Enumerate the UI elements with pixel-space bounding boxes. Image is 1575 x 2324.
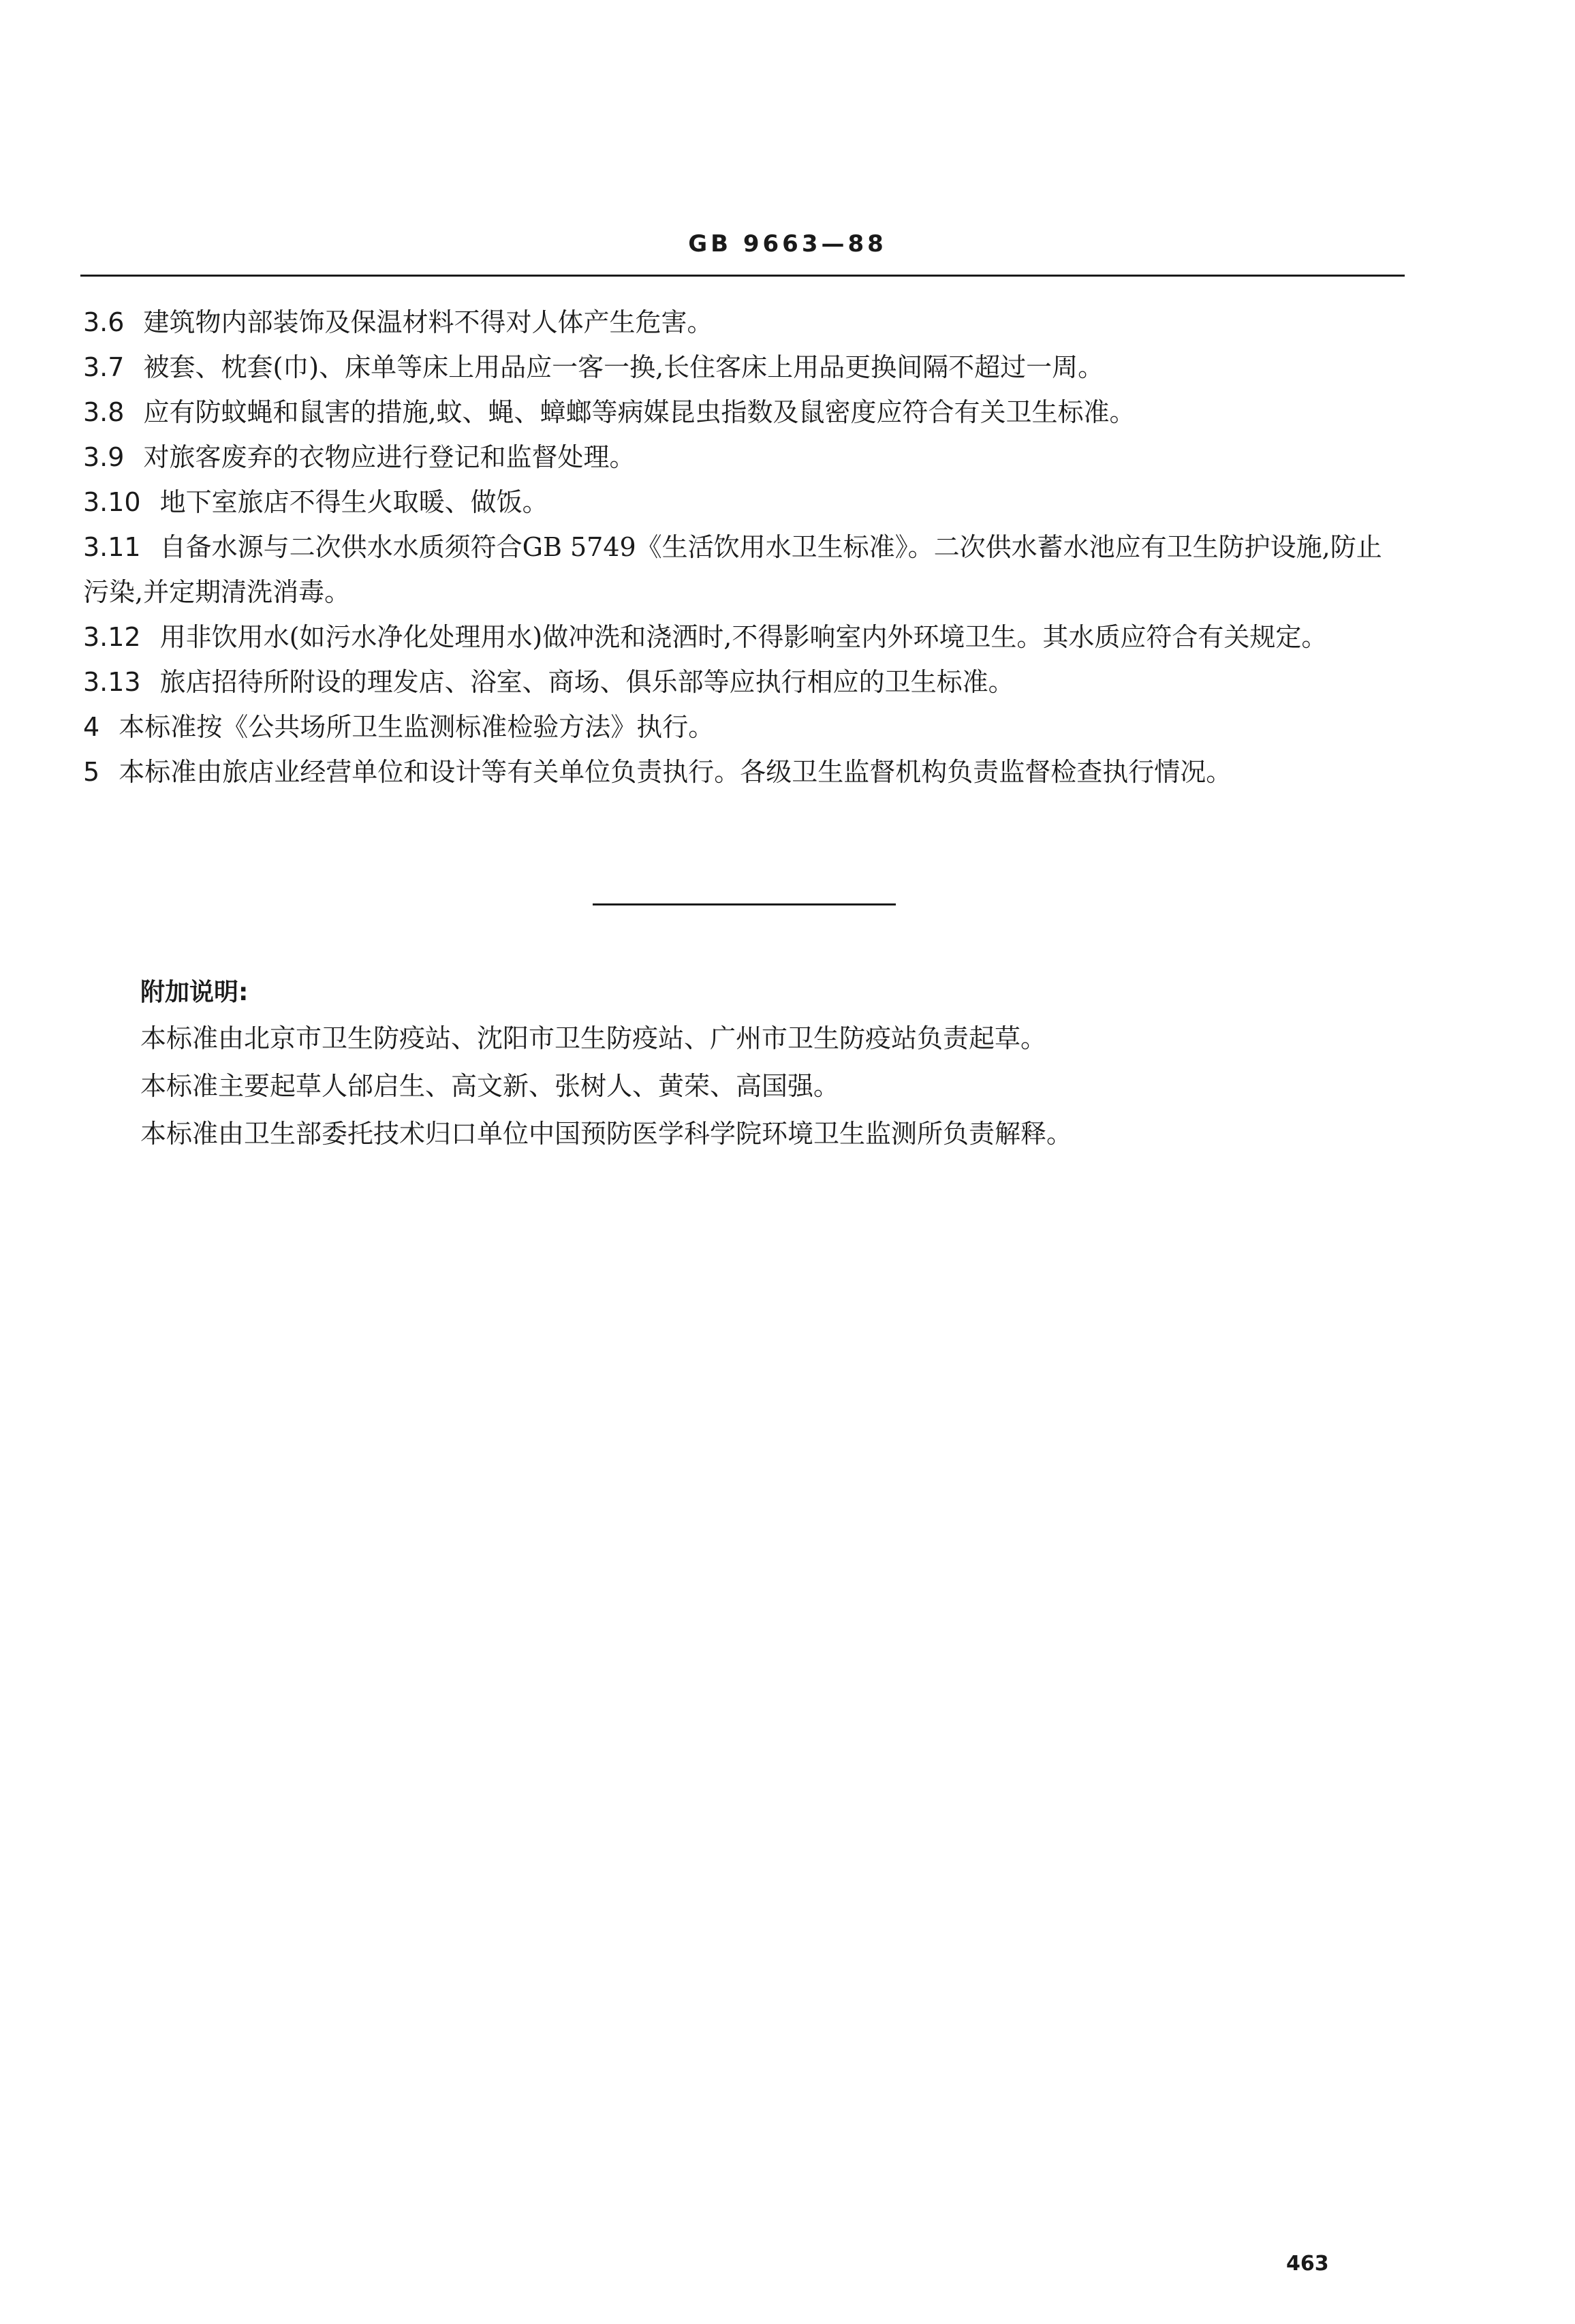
notes-title: 附加说明:	[140, 978, 249, 1006]
page-number: 463	[1286, 2252, 1329, 2276]
clause-text: 用非饮用水(如污水净化处理用水)做冲洗和浇洒时,不得影响室内外环境卫生。其水质应符合有关规定。	[159, 622, 1328, 652]
note-line: 本标准由北京市卫生防疫站、沈阳市卫生防疫站、广州市卫生防疫站负责起草。	[140, 1023, 1047, 1053]
note-line: 本标准主要起草人邰启生、高文新、张树人、黄荣、高国强。	[140, 1071, 840, 1101]
clause-text: 建筑物内部装饰及保温材料不得对人体产生危害。	[143, 307, 713, 337]
standard-code: GB 9663—88	[688, 230, 887, 258]
clause-3-10	[83, 480, 1405, 525]
clause-number: 3.10	[83, 487, 141, 517]
clause-number: 3.6	[83, 307, 125, 337]
clause-3-8	[83, 390, 1405, 435]
clause-text: 本标准由旅店业经营单位和设计等有关单位负责执行。各级卫生监督机构负责监督检查执行情况。	[119, 757, 1232, 787]
clause-text: 应有防蚊蝇和鼠害的措施,蚊、蝇、蟑螂等病媒昆虫指数及鼠密度应符合有关卫生标准。	[143, 397, 1136, 427]
additional-notes	[140, 971, 1407, 1158]
header-divider	[80, 275, 1405, 277]
clause-number: 3.12	[83, 622, 141, 652]
clause-3-12	[83, 615, 1405, 660]
clause-4	[83, 704, 1405, 749]
clause-text: 旅店招待所附设的理发店、浴室、商场、俱乐部等应执行相应的卫生标准。	[159, 667, 1014, 697]
clause-text: 被套、枕套(巾)、床单等床上用品应一客一换,长住客床上用品更换间隔不超过一周。	[143, 352, 1104, 382]
note-line: 本标准由卫生部委托技术归口单位中国预防医学科学院环境卫生监测所负责解释。	[140, 1119, 1073, 1149]
clause-number: 3.9	[83, 442, 125, 472]
clause-list	[83, 300, 1405, 794]
clause-text: 自备水源与二次供水水质须符合GB 5749《生活饮用水卫生标准》。二次供水蓄水池应有卫生防护设施,防止污染,并定期清洗消毒。	[83, 532, 1382, 607]
clause-3-7	[83, 345, 1405, 390]
clause-text: 本标准按《公共场所卫生监测标准检验方法》执行。	[119, 712, 715, 742]
clause-text: 地下室旅店不得生火取暖、做饭。	[159, 487, 548, 517]
clause-number: 3.7	[83, 352, 125, 382]
clause-number: 4	[83, 712, 100, 742]
clause-3-13	[83, 660, 1405, 704]
clause-text: 对旅客废弃的衣物应进行登记和监督处理。	[143, 442, 636, 472]
end-divider	[593, 903, 896, 905]
clause-number: 5	[83, 757, 100, 787]
clause-number: 3.11	[83, 532, 141, 562]
clause-number: 3.8	[83, 397, 125, 427]
clause-3-11	[83, 525, 1405, 615]
clause-number: 3.13	[83, 667, 141, 697]
clause-3-9	[83, 435, 1405, 480]
clause-3-6	[83, 300, 1405, 345]
clause-5	[83, 749, 1405, 794]
